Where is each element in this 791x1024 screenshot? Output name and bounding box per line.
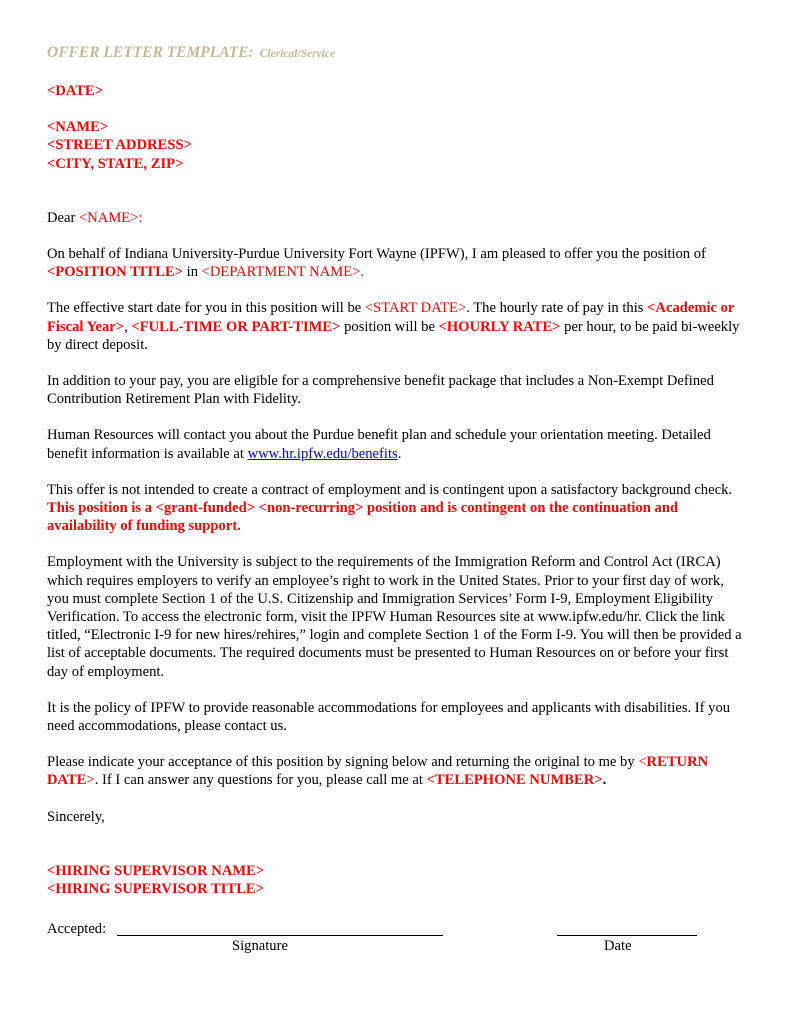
return-open: < (638, 754, 647, 771)
date-line[interactable] (557, 921, 697, 936)
recipient-city: <CITY, STATE, ZIP> (47, 155, 184, 172)
hr-text: Human Resources will contact you about the Purdue benefit plan and schedule your orientation meeting. Detailed benefit information is available at (47, 427, 711, 462)
contract-text: This offer is not intended to create a contract of employment and is contingent upon a satisfactory background check. (47, 481, 733, 498)
supervisor-name-placeholder: <HIRING SUPERVISOR NAME> (47, 862, 265, 879)
paragraph-acceptance (47, 753, 747, 789)
position-title-placeholder: <POSITION TITLE> (47, 264, 183, 281)
template-subtitle: Clerical/Service (259, 48, 336, 60)
salutation-suffix: : (138, 209, 143, 226)
salutation (47, 209, 747, 227)
benefits-link[interactable]: www.hr.ipfw.edu/benefits (247, 445, 398, 462)
offer-text-in: in (183, 264, 202, 281)
pay-text-4: position will be (340, 318, 439, 335)
pay-comma: , (124, 318, 132, 335)
hourly-rate-placeholder: <HOURLY RATE> (438, 318, 561, 335)
telephone-placeholder: <TELEPHONE NUMBER> (426, 772, 603, 789)
paragraph-irca: Employment with the University is subject to the requirements of the Immigration Reform and Control Act (IRCA) which requires employers to verify an employee’s right to work in the United States. Prior to your first day of work, you must complete Section 1 of the U.S. Citizenship and Immigration Services’ Form I-9, Employment Eligibility Verification. To access the electronic form, visit the IPFW Human Resources site at www.ipfw.edu/hr. Click the link titled, “Electronic I-9 for new hires/rehires,” login and complete Section 1 of the Form I-9. You will then be provided a list of acceptable documents. The required documents must be presented to Human Resources on or before your first day of employment. (47, 554, 742, 680)
supervisor-title-placeholder: <HIRING SUPERVISOR TITLE> (47, 881, 264, 898)
paragraph-offer (47, 245, 747, 281)
template-title: OFFER LETTER TEMPLATE: (47, 44, 254, 61)
offer-period: . (360, 264, 365, 281)
template-header (47, 44, 747, 66)
acceptance-row (47, 921, 747, 938)
salutation-prefix: Dear (47, 209, 80, 226)
signature-line[interactable] (117, 921, 443, 936)
acceptance-period: . (602, 772, 607, 789)
signature-label: Signature (232, 938, 288, 954)
paragraph-benefits: In addition to your pay, you are eligible for a comprehensive benefit package that includes a Non-Exempt Defined Contribution Retirement Plan with Fidelity. (47, 373, 714, 408)
paragraph-accommodations: It is the policy of IPFW to provide reasonable accommodations for employees and applicants with disabilities. If you need accommodations, please contact us. (47, 699, 731, 735)
closing: Sincerely, (47, 808, 105, 825)
recipient-name: <NAME> (47, 119, 109, 136)
paragraph-pay (47, 299, 747, 354)
pay-text-1: The effective start date for you in this position will be (47, 300, 365, 317)
acceptance-text-2: . If I can answer any questions for you, please call me at (94, 772, 427, 789)
pay-text-5: per hour, to be paid bi-weekly by direct deposit. (47, 318, 740, 353)
paragraph-hr (47, 426, 747, 462)
acceptance-text: Please indicate your acceptance of this position by signing below and returning the original to me by (47, 754, 639, 771)
offer-text: On behalf of Indiana University-Purdue University Fort Wayne (IPFW), I am pleased to offer you the position of (47, 246, 706, 263)
return-date-placeholder: RETURN DATE (47, 754, 709, 789)
date-label: Date (604, 938, 632, 954)
recipient-address (47, 118, 747, 173)
return-close: > (86, 772, 95, 789)
department-placeholder: <DEPARTMENT NAME> (201, 264, 361, 281)
accepted-label: Accepted: (47, 921, 107, 937)
letter-body (47, 44, 747, 898)
recipient-street: <STREET ADDRESS> (47, 137, 192, 154)
hr-period: . (397, 445, 402, 462)
funding-notice: This position is a <grant-funded> <non-recurring> position and is contingent on the continuation and availability of funding support. (47, 500, 679, 535)
date-placeholder: <DATE> (47, 83, 104, 99)
start-date-placeholder: <START DATE> (364, 300, 467, 317)
salutation-name: <NAME> (79, 209, 139, 226)
paragraph-contract (47, 481, 747, 536)
pay-text-2: . The hourly rate of pay in this (466, 300, 648, 317)
fulltime-placeholder: <FULL-TIME OR PART-TIME> (131, 318, 341, 335)
year-placeholder: <Academic or Fiscal Year> (47, 300, 735, 335)
